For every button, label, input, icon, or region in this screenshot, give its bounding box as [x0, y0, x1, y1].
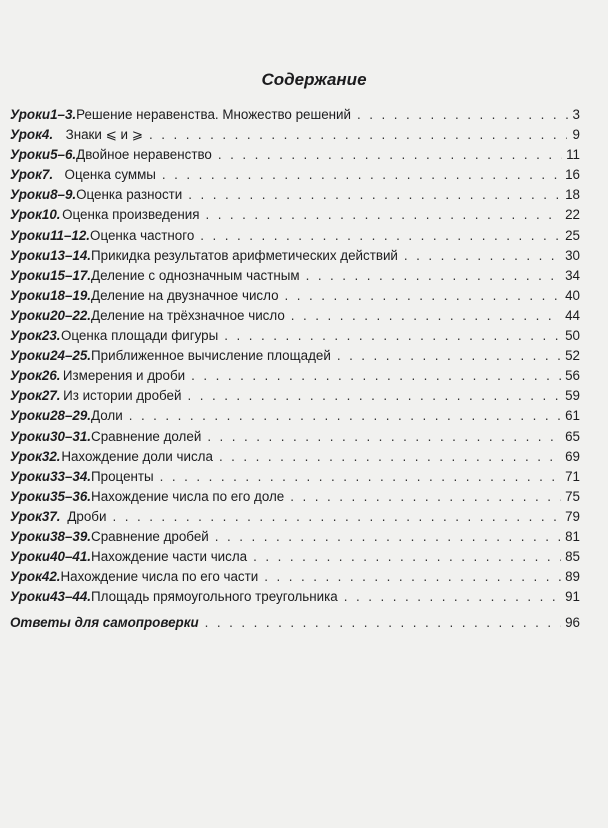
page-number: 25 — [565, 227, 580, 243]
lesson-number: 11–12. — [50, 227, 91, 243]
lesson-title: Из истории дробей — [63, 388, 182, 404]
toc-row[interactable] — [10, 489, 580, 509]
lesson-number: 20–22. — [50, 307, 92, 323]
page-number: 65 — [565, 428, 580, 444]
leader-dots — [264, 569, 561, 584]
lesson-number: 33–34. — [50, 468, 92, 484]
lesson-kind: Уроки — [10, 287, 51, 303]
page-number: 40 — [565, 287, 580, 303]
toc-row[interactable] — [10, 449, 580, 469]
lesson-kind: Урок — [10, 388, 42, 404]
toc-row[interactable] — [10, 549, 580, 569]
page-number: 59 — [565, 388, 580, 404]
lesson-title: Площадь прямоугольного треугольника — [91, 589, 338, 605]
lesson-number: 43–44. — [50, 589, 92, 605]
leader-dots — [306, 268, 562, 283]
lesson-number: 18–19. — [50, 287, 92, 303]
page-number: 89 — [565, 569, 580, 585]
lesson-title: Оценка частного — [90, 227, 195, 243]
lesson-title: Проценты — [91, 468, 154, 484]
leader-dots — [291, 308, 561, 323]
lesson-number: 23. — [41, 328, 61, 344]
lesson-title: Нахождение числа по его части — [60, 569, 259, 585]
leader-dots — [112, 509, 561, 524]
leader-dots — [285, 288, 562, 303]
lesson-title: Сравнение дробей — [91, 528, 209, 544]
lesson-number: 35–36. — [50, 488, 92, 504]
lesson-number: 30–31. — [50, 428, 92, 444]
page-number: 34 — [565, 267, 580, 283]
lesson-number: 1–3. — [50, 107, 77, 122]
lesson-kind: Уроки — [10, 247, 51, 263]
toc-row[interactable] — [10, 429, 580, 449]
lesson-kind: Уроки — [10, 428, 51, 444]
lesson-kind: Урок — [10, 368, 42, 384]
leader-dots — [160, 469, 561, 484]
toc-row[interactable] — [10, 167, 580, 187]
toc-row[interactable] — [10, 408, 580, 428]
lesson-title: Сравнение долей — [91, 428, 202, 444]
lesson-title: Нахождение числа по его доле — [91, 488, 285, 504]
page-number: 79 — [565, 508, 580, 524]
leader-dots — [219, 449, 561, 464]
lesson-kind: Уроки — [10, 549, 51, 565]
leader-dots — [253, 549, 561, 564]
page-number: 75 — [565, 488, 580, 504]
toc-row[interactable] — [10, 569, 580, 589]
toc-row[interactable] — [10, 469, 580, 489]
page-number: 71 — [565, 468, 580, 484]
lesson-title: Оценка разности — [76, 187, 183, 203]
lesson-kind: Урок — [10, 167, 42, 183]
lesson-number: 38–39. — [50, 528, 92, 544]
page-number: 91 — [565, 589, 580, 605]
leader-dots — [344, 589, 561, 604]
lesson-title: Деление на трёхзначное число — [91, 307, 285, 323]
page-number: 81 — [565, 528, 580, 544]
lesson-title: Доли — [91, 408, 123, 424]
leader-dots — [207, 429, 561, 444]
toc-entries — [10, 107, 580, 609]
page-number: 56 — [565, 368, 580, 384]
lesson-kind: Уроки — [10, 107, 51, 122]
toc-row[interactable] — [10, 207, 580, 227]
lesson-title: Оценка суммы — [64, 167, 156, 183]
lesson-kind: Уроки — [10, 147, 51, 163]
page-number: 3 — [572, 107, 580, 122]
leader-dots — [149, 127, 567, 142]
toc-answers-row[interactable] — [10, 615, 580, 635]
leader-dots — [215, 529, 561, 544]
lesson-number: 15–17. — [50, 267, 92, 283]
toc-row[interactable] — [10, 388, 580, 408]
lesson-kind: Урок — [10, 127, 42, 143]
lesson-title: Нахождение части числа — [91, 549, 248, 565]
answers-page: 96 — [565, 615, 580, 631]
lesson-number: 26. — [41, 368, 61, 384]
leader-dots — [404, 248, 561, 263]
leader-dots — [205, 207, 561, 222]
toc-row[interactable] — [10, 127, 580, 147]
lesson-number: 10. — [41, 207, 61, 223]
page-number: 22 — [565, 207, 580, 223]
leader-dots — [188, 187, 561, 202]
page-number: 50 — [565, 328, 580, 344]
leader-dots — [200, 228, 561, 243]
leader-dots — [337, 348, 561, 363]
lesson-kind: Уроки — [10, 267, 51, 283]
lesson-kind: Урок — [10, 328, 42, 344]
lesson-kind: Уроки — [10, 528, 51, 544]
toc-row[interactable] — [10, 348, 580, 368]
lesson-kind: Уроки — [10, 488, 51, 504]
lesson-title: Двойное неравенство — [76, 147, 212, 163]
lesson-number: 37. — [41, 508, 61, 524]
lesson-title: Оценка площади фигуры — [61, 328, 219, 344]
lesson-kind: Урок — [10, 508, 42, 524]
leader-dots — [191, 368, 561, 383]
toc-row[interactable] — [10, 308, 580, 328]
lesson-number: 24–25. — [50, 348, 92, 364]
lesson-kind: Урок — [10, 569, 42, 585]
page-number: 52 — [565, 348, 580, 364]
leader-dots — [224, 328, 561, 343]
page-number: 16 — [565, 167, 580, 183]
lesson-title: Прикидка результатов арифметических действий — [91, 247, 398, 263]
toc-row[interactable] — [10, 589, 580, 609]
page-number: 18 — [565, 187, 580, 203]
lesson-title: Деление с однозначным частным — [91, 267, 300, 283]
lesson-number: 5–6. — [50, 147, 77, 163]
answers-title: Ответы для самопроверки — [10, 615, 199, 631]
toc-row[interactable] — [10, 529, 580, 549]
toc-row[interactable] — [10, 248, 580, 268]
leader-dots — [205, 615, 561, 630]
lesson-title: Нахождение доли числа — [61, 448, 213, 464]
table-of-contents — [10, 107, 580, 635]
toc-row[interactable] — [10, 268, 580, 288]
lesson-number: 27. — [41, 388, 61, 404]
toc-row[interactable] — [10, 368, 580, 388]
lesson-number: 32. — [41, 448, 61, 464]
lesson-kind: Урок — [10, 207, 42, 223]
lesson-kind: Уроки — [10, 227, 51, 243]
lesson-title: Дроби — [67, 508, 107, 524]
toc-row[interactable] — [10, 107, 580, 127]
toc-row[interactable] — [10, 328, 580, 348]
toc-row[interactable] — [10, 187, 580, 207]
lesson-kind: Уроки — [10, 187, 51, 203]
page-number: 30 — [565, 247, 580, 263]
leader-dots — [162, 167, 561, 182]
lesson-kind: Уроки — [10, 348, 51, 364]
toc-row[interactable] — [10, 509, 580, 529]
page-number: 85 — [565, 549, 580, 565]
page-number: 61 — [565, 408, 580, 424]
page-number: 44 — [565, 307, 580, 323]
toc-row[interactable] — [10, 228, 580, 248]
toc-row[interactable] — [10, 147, 580, 167]
lesson-title: Деление на двузначное число — [91, 287, 279, 303]
lesson-number: 40–41. — [50, 549, 92, 565]
lesson-kind: Уроки — [10, 307, 51, 323]
leader-dots — [357, 107, 569, 122]
lesson-title: Измерения и дроби — [62, 368, 186, 384]
lesson-number: 4. — [41, 127, 54, 143]
page-title: Содержание — [261, 70, 367, 89]
leader-dots — [290, 489, 561, 504]
lesson-kind: Уроки — [10, 468, 51, 484]
page-number: 9 — [572, 127, 580, 143]
toc-row[interactable] — [10, 288, 580, 308]
lesson-number: 28–29. — [50, 408, 92, 424]
lesson-kind: Урок — [10, 448, 42, 464]
leader-dots — [129, 408, 561, 423]
lesson-number: 42. — [41, 569, 61, 585]
lesson-title: Знаки ⩽ и ⩾ — [65, 127, 143, 143]
lesson-kind: Уроки — [10, 589, 51, 605]
page-number: 69 — [565, 448, 580, 464]
lesson-title: Оценка произведения — [62, 207, 200, 223]
lesson-title: Решение неравенства. Множество решений — [76, 107, 352, 122]
lesson-number: 13–14. — [50, 247, 92, 263]
leader-dots — [187, 388, 561, 403]
leader-dots — [218, 147, 562, 162]
lesson-title: Приближенное вычисление площадей — [91, 348, 331, 364]
page-number: 11 — [566, 147, 580, 163]
lesson-kind: Уроки — [10, 408, 51, 424]
lesson-number: 8–9. — [50, 187, 77, 203]
lesson-number: 7. — [41, 167, 54, 183]
